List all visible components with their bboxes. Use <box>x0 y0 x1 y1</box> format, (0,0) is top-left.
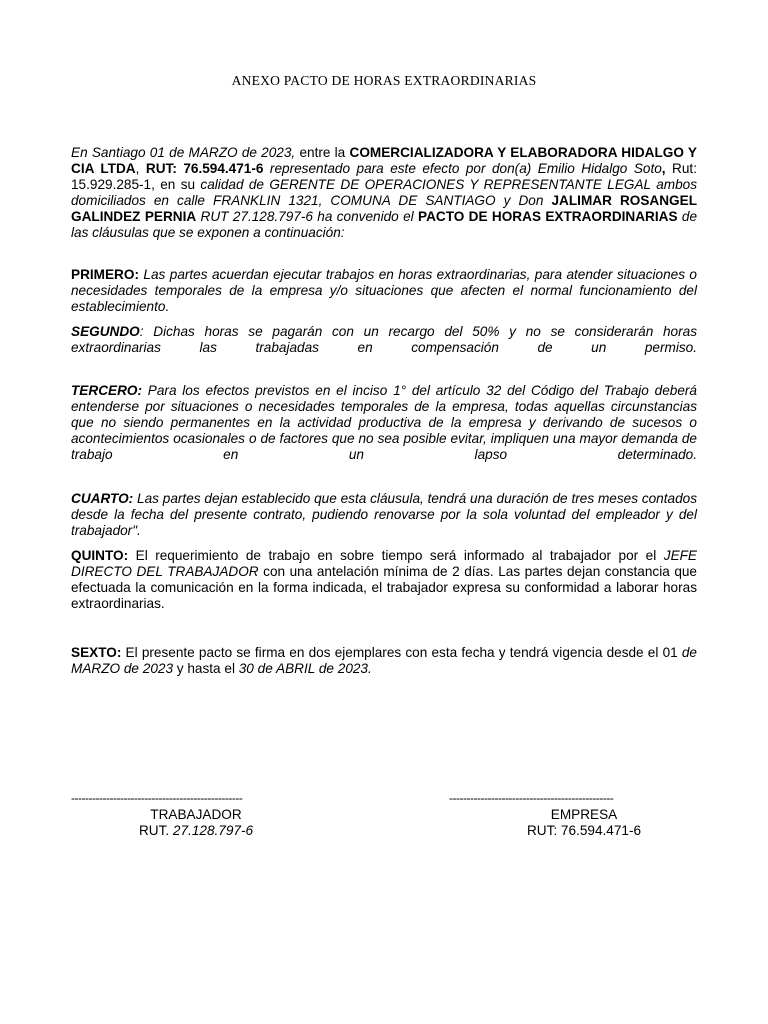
clause-label: PRIMERO: <box>71 267 139 282</box>
representative-rut: Rut: 15.929.285-1, en su <box>71 161 697 192</box>
company-rut: RUT: 76.594.471-6 <box>145 161 264 176</box>
intro-text: , <box>661 161 666 176</box>
signature-line: ------------------------------------------------- <box>71 791 243 805</box>
intro-closing: de las cláusulas que se exponen a continuación: <box>71 209 697 240</box>
clause-label: TERCERO: <box>71 383 142 398</box>
intro-paragraph <box>71 145 697 241</box>
intro-date: En Santiago 01 de MARZO de 2023, <box>71 145 296 160</box>
company-signature-block <box>449 790 719 839</box>
clause-text: Las partes acuerdan ejecutar trabajos en horas extraordinarias, para atender situaciones o necesidades temporales de la empresa y/o situaciones que afecten el normal funcionamiento del establecimiento. <box>71 267 697 314</box>
clause-label: SEGUNDO <box>71 324 140 339</box>
clause-text: y hasta el <box>173 661 239 676</box>
clause-tercero <box>71 383 697 463</box>
clause-text: El requerimiento de trabajo en sobre tiempo será informado al trabajador por el <box>128 548 664 563</box>
clause-text: El presente pacto se firma en dos ejemplares con esta fecha y tendrá vigencia desde el 01 <box>121 645 682 660</box>
company-name: COMERCIALIZADORA Y ELABORADORA HIDALGO Y CIA LTDA <box>71 145 697 176</box>
representative-text: representado para este efecto por don(a) Emilio Hidalgo Soto <box>263 161 662 176</box>
clause-label: CUARTO: <box>71 491 134 506</box>
rut-value: 27.128.797-6 <box>172 823 254 838</box>
clause-primero <box>71 267 697 315</box>
rut-prefix: RUT. <box>138 823 173 838</box>
company-role: EMPRESA <box>550 807 618 822</box>
clause-text: con una antelación mínima de 2 días. Las partes dejan constancia que efectuada la comunicación en la forma indicada, el trabajador expresa su conformidad a laborar horas extraordinarias. <box>71 564 697 611</box>
pact-name: PACTO DE HORAS EXTRAORDINARIAS <box>418 209 678 224</box>
representative-role: calidad de GERENTE DE OPERACIONES Y REPRESENTANTE LEGAL ambos domiciliados en calle FRANKLIN 1321, COMUNA DE SANTIAGO y Don <box>71 177 697 208</box>
clause-segundo <box>71 324 697 356</box>
worker-role: TRABAJADOR <box>150 807 242 822</box>
clause-text: JEFE DIRECTO DEL TRABAJADOR <box>71 548 697 579</box>
clause-label: QUINTO: <box>71 548 129 563</box>
clause-text: Las partes dejan establecido que esta cláusula, tendrá una duración de tres meses contados desde la fecha del presente contrato, pudiendo renovarse por la sola voluntad del empleador y del trabajador". <box>71 491 697 538</box>
clause-text: Para los efectos previstos en el inciso 1° del artículo 32 del Código del Trabajo deberá entenderse por situaciones o necesidades temporales de la empresa, todas aquellas circunstancias que no siendo permanentes en la actividad productiva de la empresa y derivando de sucesos o acontecimientos ocasionales o de factores que no sea posible evitar, impliquen una mayor demanda de trabajo en un lapso determinado. <box>71 383 697 462</box>
clause-sexto <box>71 645 697 677</box>
clause-text: : Dichas horas se pagarán con un recargo del 50% y no se considerarán horas extraordinarias las trabajadas en compensación de un permiso. <box>71 324 697 355</box>
company-rut: RUT: 76.594.471-6 <box>526 823 642 838</box>
worker-rut <box>71 823 321 839</box>
clause-cuarto <box>71 491 697 539</box>
intro-text: entre la <box>295 145 350 160</box>
clause-quinto <box>71 548 697 612</box>
document-title: ANEXO PACTO DE HORAS EXTRAORDINARIAS <box>231 73 537 88</box>
clause-text: de MARZO de 2023 <box>71 645 697 676</box>
worker-rut-text: RUT 27.128.797-6 ha convenido el <box>196 209 419 224</box>
clause-text: 30 de ABRIL de 2023. <box>238 661 372 676</box>
worker-signature-block <box>71 790 321 839</box>
clause-label: SEXTO: <box>71 645 122 660</box>
signature-line: ----------------------------------------------- <box>449 791 614 805</box>
intro-text: , <box>135 161 146 176</box>
worker-name: JALIMAR ROSANGEL GALINDEZ PERNIA <box>71 193 697 224</box>
